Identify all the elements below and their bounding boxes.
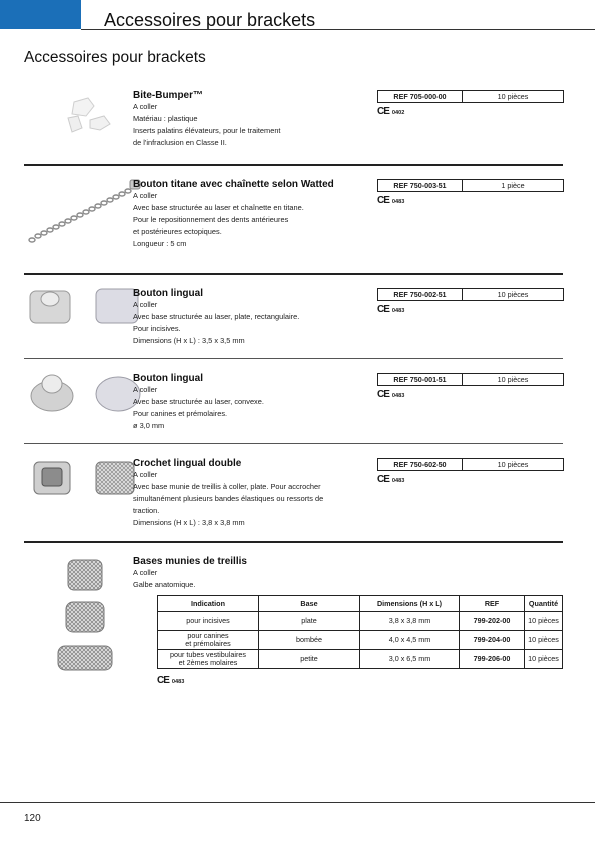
table-cell: 3,0 x 6,5 mm [360, 650, 460, 669]
column-header: Quantité [525, 596, 563, 612]
ce-mark: CE 0402 [377, 106, 405, 117]
table-cell: 799-204-00 [460, 631, 525, 650]
ref-quantity-box [377, 90, 564, 103]
column-header: Base [259, 596, 360, 612]
ce-logo-icon: CE [377, 195, 389, 206]
product-description: A coller Avec base structurée au laser, convexe. Pour canines et prémolaires. ø 3,0 mm [133, 385, 264, 430]
product-description: A coller Avec base structurée au laser, plate, rectangulaire. Pour incisives. Dimensions (H x L) : 3,5 x 3,5 mm [133, 300, 300, 345]
product-separator [24, 541, 563, 543]
ce-mark: CE 0483 [377, 474, 405, 485]
page-header-title: Accessoires pour brackets [104, 10, 316, 30]
product-name: Crochet lingual double [133, 458, 242, 469]
header-rule [81, 29, 595, 30]
quantity: 10 pièces [497, 290, 529, 299]
table-row [158, 612, 563, 631]
product-name: Bouton lingual [133, 288, 203, 299]
chain-image [26, 178, 146, 248]
product-separator [24, 164, 563, 166]
section-title: Accessoires pour brackets [24, 49, 206, 66]
table-cell: plate [259, 612, 360, 631]
mesh-bases-table [157, 595, 563, 669]
product-description: A coller Matériau : plastique Inserts palatins élévateurs, pour le traitement de l'infraclusion en Classe II. [133, 102, 281, 147]
ce-mark: CE 0483 [157, 675, 185, 686]
lingual-button-convex-image [28, 370, 148, 414]
product-name: Bouton lingual [133, 373, 203, 384]
ref-number: REF 750-602-50 [378, 459, 463, 470]
quantity: 10 pièces [497, 460, 529, 469]
ce-logo-icon: CE [377, 304, 389, 315]
quantity: 10 pièces [497, 92, 529, 101]
table-cell: pour canines et prémolaires [158, 631, 259, 650]
ref-quantity-box [377, 458, 564, 471]
table-cell: 799-202-00 [460, 612, 525, 631]
ref-number: REF 750-002-51 [378, 289, 463, 300]
product-separator [24, 443, 563, 444]
product-separator [24, 358, 563, 359]
ref-number: REF 750-003-51 [378, 180, 463, 191]
ref-quantity-box [377, 179, 564, 192]
ce-logo-icon: CE [157, 675, 169, 686]
table-cell: petite [259, 650, 360, 669]
column-header: REF [460, 596, 525, 612]
bite-bumper-image [60, 94, 120, 144]
table-cell: 10 pièces [525, 612, 563, 631]
ref-quantity-box [377, 288, 564, 301]
ce-logo-icon: CE [377, 389, 389, 400]
product-description: A coller Avec base munie de treillis à coller, plate. Pour accrocher simultanément plusieurs bandes élastiques ou ressorts de traction. Dimensions (H x L) : 3,8 x 3,8 mm [133, 470, 324, 527]
ce-logo-icon: CE [377, 474, 389, 485]
table-header-row [158, 596, 563, 612]
ref-number: REF 750-001-51 [378, 374, 463, 385]
product-description: A coller Galbe anatomique. [133, 568, 196, 589]
table-cell: pour incisives [158, 612, 259, 631]
footer-rule [0, 802, 595, 803]
product-name: Bases munies de treillis [133, 556, 247, 567]
ref-number: REF 705-000-00 [378, 91, 463, 102]
ce-mark: CE 0483 [377, 389, 405, 400]
mesh-bases-image [54, 556, 118, 674]
product-separator [24, 273, 563, 275]
ce-mark: CE 0483 [377, 195, 405, 206]
table-cell: 3,8 x 3,8 mm [360, 612, 460, 631]
ref-quantity-box [377, 373, 564, 386]
product-name: Bite-Bumper™ [133, 90, 204, 101]
table-row [158, 631, 563, 650]
product-name: Bouton titane avec chaînette selon Watted [133, 179, 334, 190]
table-row [158, 650, 563, 669]
table-cell: pour tubes vestibulaires et 2èmes molaires [158, 650, 259, 669]
header-color-tab [0, 0, 81, 29]
product-description: A coller Avec base structurée au laser et chaînette en titane. Pour le repositionnement des dents antérieures et postérieures ectopiques. Longueur : 5 cm [133, 191, 304, 248]
table-cell: 4,0 x 4,5 mm [360, 631, 460, 650]
ce-logo-icon: CE [377, 106, 389, 117]
lingual-button-flat-image [28, 283, 148, 327]
double-lingual-hook-image [30, 458, 150, 500]
quantity: 10 pièces [497, 375, 529, 384]
table-cell: 10 pièces [525, 650, 563, 669]
page-number: 120 [24, 813, 41, 824]
column-header: Indication [158, 596, 259, 612]
column-header: Dimensions (H x L) [360, 596, 460, 612]
table-cell: 10 pièces [525, 631, 563, 650]
ce-mark: CE 0483 [377, 304, 405, 315]
table-cell: 799-206-00 [460, 650, 525, 669]
table-cell: bombée [259, 631, 360, 650]
quantity: 1 pièce [501, 181, 525, 190]
